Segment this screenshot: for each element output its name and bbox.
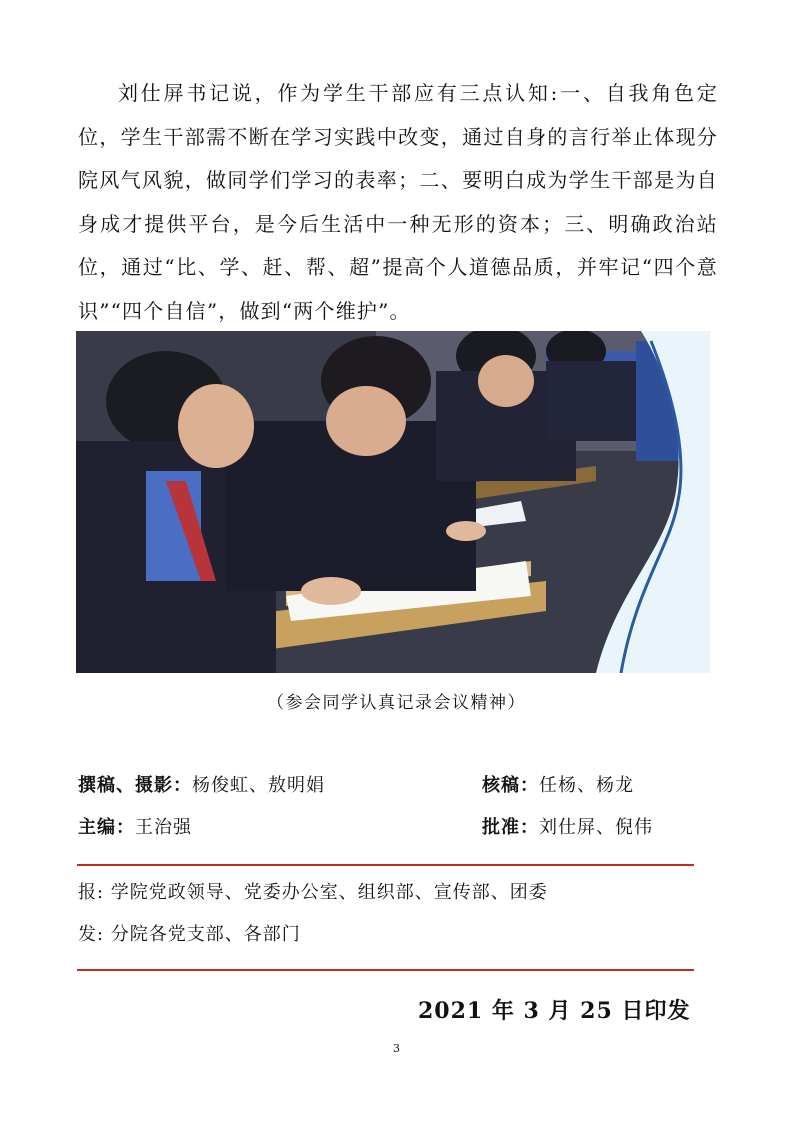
page-number: 3: [393, 1042, 400, 1055]
credit-reviewer-value: 任杨、杨龙: [539, 775, 634, 796]
credit-approver: [482, 813, 653, 839]
credit-editor-label: 主编：: [78, 817, 135, 838]
divider-bottom: [77, 969, 694, 971]
credit-editor-value: 王治强: [135, 817, 192, 838]
credit-reviewer-label: 核稿：: [482, 775, 539, 796]
issue-date: 2021 年 3 月 25 日印发: [418, 998, 691, 1024]
report-line: 报: 学院党政领导、党委办公室、组织部、宣传部、团委: [78, 882, 548, 903]
credit-writer-value: 杨俊虹、敖明娟: [192, 775, 325, 796]
credit-writer: [78, 771, 325, 797]
credit-approver-value: 刘仕屏、倪伟: [539, 817, 653, 838]
send-line: 发: 分院各党支部、各部门: [78, 924, 301, 945]
photo-caption: （参会同学认真记录会议精神）: [267, 693, 526, 713]
credit-writer-label: 撰稿、摄影：: [78, 775, 192, 796]
meeting-photo: [76, 331, 710, 673]
credit-editor: [78, 813, 192, 839]
credit-approver-label: 批准：: [482, 817, 539, 838]
credit-reviewer: [482, 771, 634, 797]
divider-top: [77, 864, 694, 866]
body-paragraph: 刘仕屏书记说，作为学生干部应有三点认知:一、自我角色定位，学生干部需不断在学习实践中改变，通过自身的言行举止体现分院风气风貌，做同学们学习的表率；二、要明白成为学生干部是为自身成才提供平台，是今后生活中一种无形的资本；三、明确政治站位，通过“比、学、赶、帮、超”提高个人道德品质，并牢记“四个意识”“四个自信”，做到“两个维护”。: [78, 81, 718, 323]
